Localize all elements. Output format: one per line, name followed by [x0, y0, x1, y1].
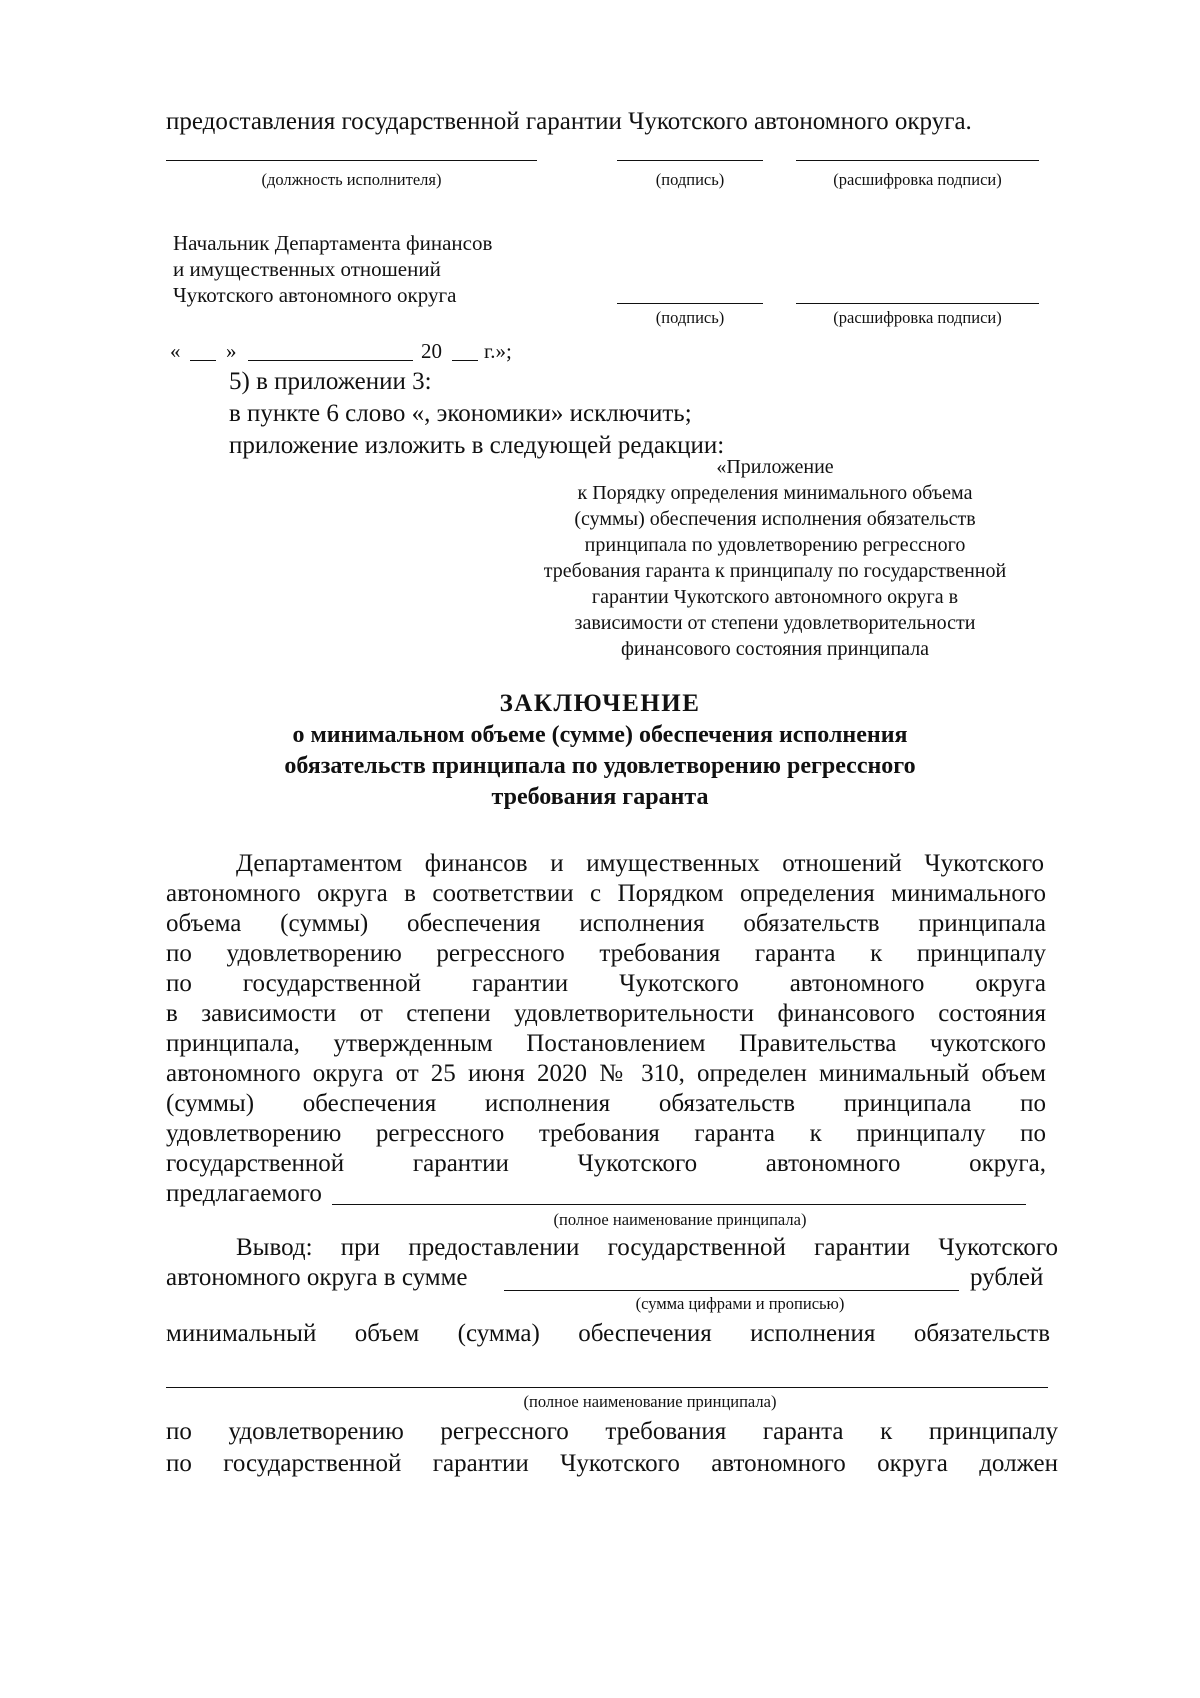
year-suffix: г.»; [484, 339, 512, 363]
head-line: Чукотского автономного округа [173, 283, 457, 307]
appendix-line: «Приложение [716, 456, 834, 478]
signature-caption: (подпись) [655, 170, 725, 189]
month-blank [248, 360, 413, 361]
item-line: в пункте 6 слово «, экономики» исключить; [229, 400, 692, 427]
head-signature-line [617, 303, 763, 304]
appendix-line: к Порядку определения минимального объема [577, 482, 973, 504]
paragraph-line: объема (суммы) обеспечения исполнения обязательств принципала [166, 910, 1046, 937]
subtitle-line: обязательств принципала по удовлетворению регрессного [284, 753, 916, 779]
paragraph-line: удовлетворению регрессного требования гаранта к принципалу по [166, 1120, 1046, 1147]
head-block [173, 230, 492, 308]
appendix-line: зависимости от степени удовлетворительности [574, 612, 976, 634]
appendix-line: требования гаранта к принципалу по государственной [543, 560, 1007, 582]
appendix-line: гарантии Чукотского автономного округа в [591, 586, 959, 608]
principal-name-caption: (полное наименование принципала) [553, 1210, 807, 1229]
conclusion-sum-suffix: рублей [970, 1264, 1044, 1291]
principal-name-line [332, 1204, 1026, 1205]
conclusion-line: минимальный объем (сумма) обеспечения исполнения обязательств [166, 1320, 1050, 1347]
appendix-block [505, 454, 1045, 662]
paragraph-line: автономного округа от 25 июня 2020 № 310, определен минимальный объем [166, 1060, 1046, 1087]
paragraph-line: Департаментом финансов и имущественных отношений Чукотского [236, 850, 1044, 877]
conclusion-sum-prefix: автономного округа в сумме [166, 1264, 468, 1291]
principal-name-line-2 [166, 1387, 1048, 1388]
head-signature-decode-caption: (расшифровка подписи) [833, 308, 1002, 327]
intro-line: предоставления государственной гарантии Чукотского автономного округа. [166, 108, 972, 135]
head-line: Начальник Департамента финансов [173, 231, 493, 255]
signature-line [617, 160, 763, 161]
paragraph-line: (суммы) обеспечения исполнения обязательств принципала по [166, 1090, 1046, 1117]
paragraph-line: по государственной гарантии Чукотского автономного округа [166, 970, 1046, 997]
day-blank [190, 360, 216, 361]
head-line: и имущественных отношений [173, 257, 441, 281]
paragraph-line: автономного округа в соответствии с Порядком определения минимального [166, 880, 1046, 907]
position-caption: (должность исполнителя) [261, 170, 442, 189]
year-prefix: 20 [421, 339, 442, 363]
conclusion-line: Вывод: при предоставлении государственной гарантии Чукотского [236, 1234, 1058, 1261]
paragraph-line: по удовлетворению регрессного требования гаранта к принципалу [166, 940, 1046, 967]
date-open-quote: « [170, 339, 181, 363]
subtitle-line: требования гаранта [491, 784, 709, 810]
date-close-quote: » [226, 339, 237, 363]
item-line: 5) в приложении 3: [229, 368, 432, 395]
proposed-label: предлагаемого [166, 1180, 322, 1207]
subtitle-line: о минимальном объеме (сумме) обеспечения исполнения [292, 722, 908, 748]
signature-decode-caption: (расшифровка подписи) [833, 170, 1002, 189]
year-blank [452, 360, 478, 361]
paragraph-line: в зависимости от степени удовлетворительности финансового состояния [166, 1000, 1046, 1027]
paragraph-line: принципала, утвержденным Постановлением Правительства чукотского [166, 1030, 1046, 1057]
document-subtitle [120, 720, 1080, 813]
conclusion-line: по удовлетворению регрессного требования гаранта к принципалу [166, 1418, 1058, 1445]
conclusion-line: по государственной гарантии Чукотского автономного округа должен [166, 1450, 1058, 1477]
appendix-line: принципала по удовлетворению регрессного [584, 534, 966, 556]
appendix-line: финансового состояния принципала [620, 638, 930, 660]
head-signature-caption: (подпись) [655, 308, 725, 327]
head-signature-decode-line [796, 303, 1039, 304]
sum-caption: (сумма цифрами и прописью) [635, 1294, 845, 1313]
position-signature-line [166, 160, 537, 161]
signature-decode-line [796, 160, 1039, 161]
item-line: приложение изложить в следующей редакции: [229, 432, 725, 459]
appendix-line: (суммы) обеспечения исполнения обязательств [574, 508, 976, 530]
document-title: ЗАКЛЮЧЕНИЕ [499, 690, 701, 717]
principal-name-caption-2: (полное наименование принципала) [523, 1392, 777, 1411]
paragraph-line: государственной гарантии Чукотского автономного округа, [166, 1150, 1046, 1177]
sum-line [504, 1290, 959, 1291]
